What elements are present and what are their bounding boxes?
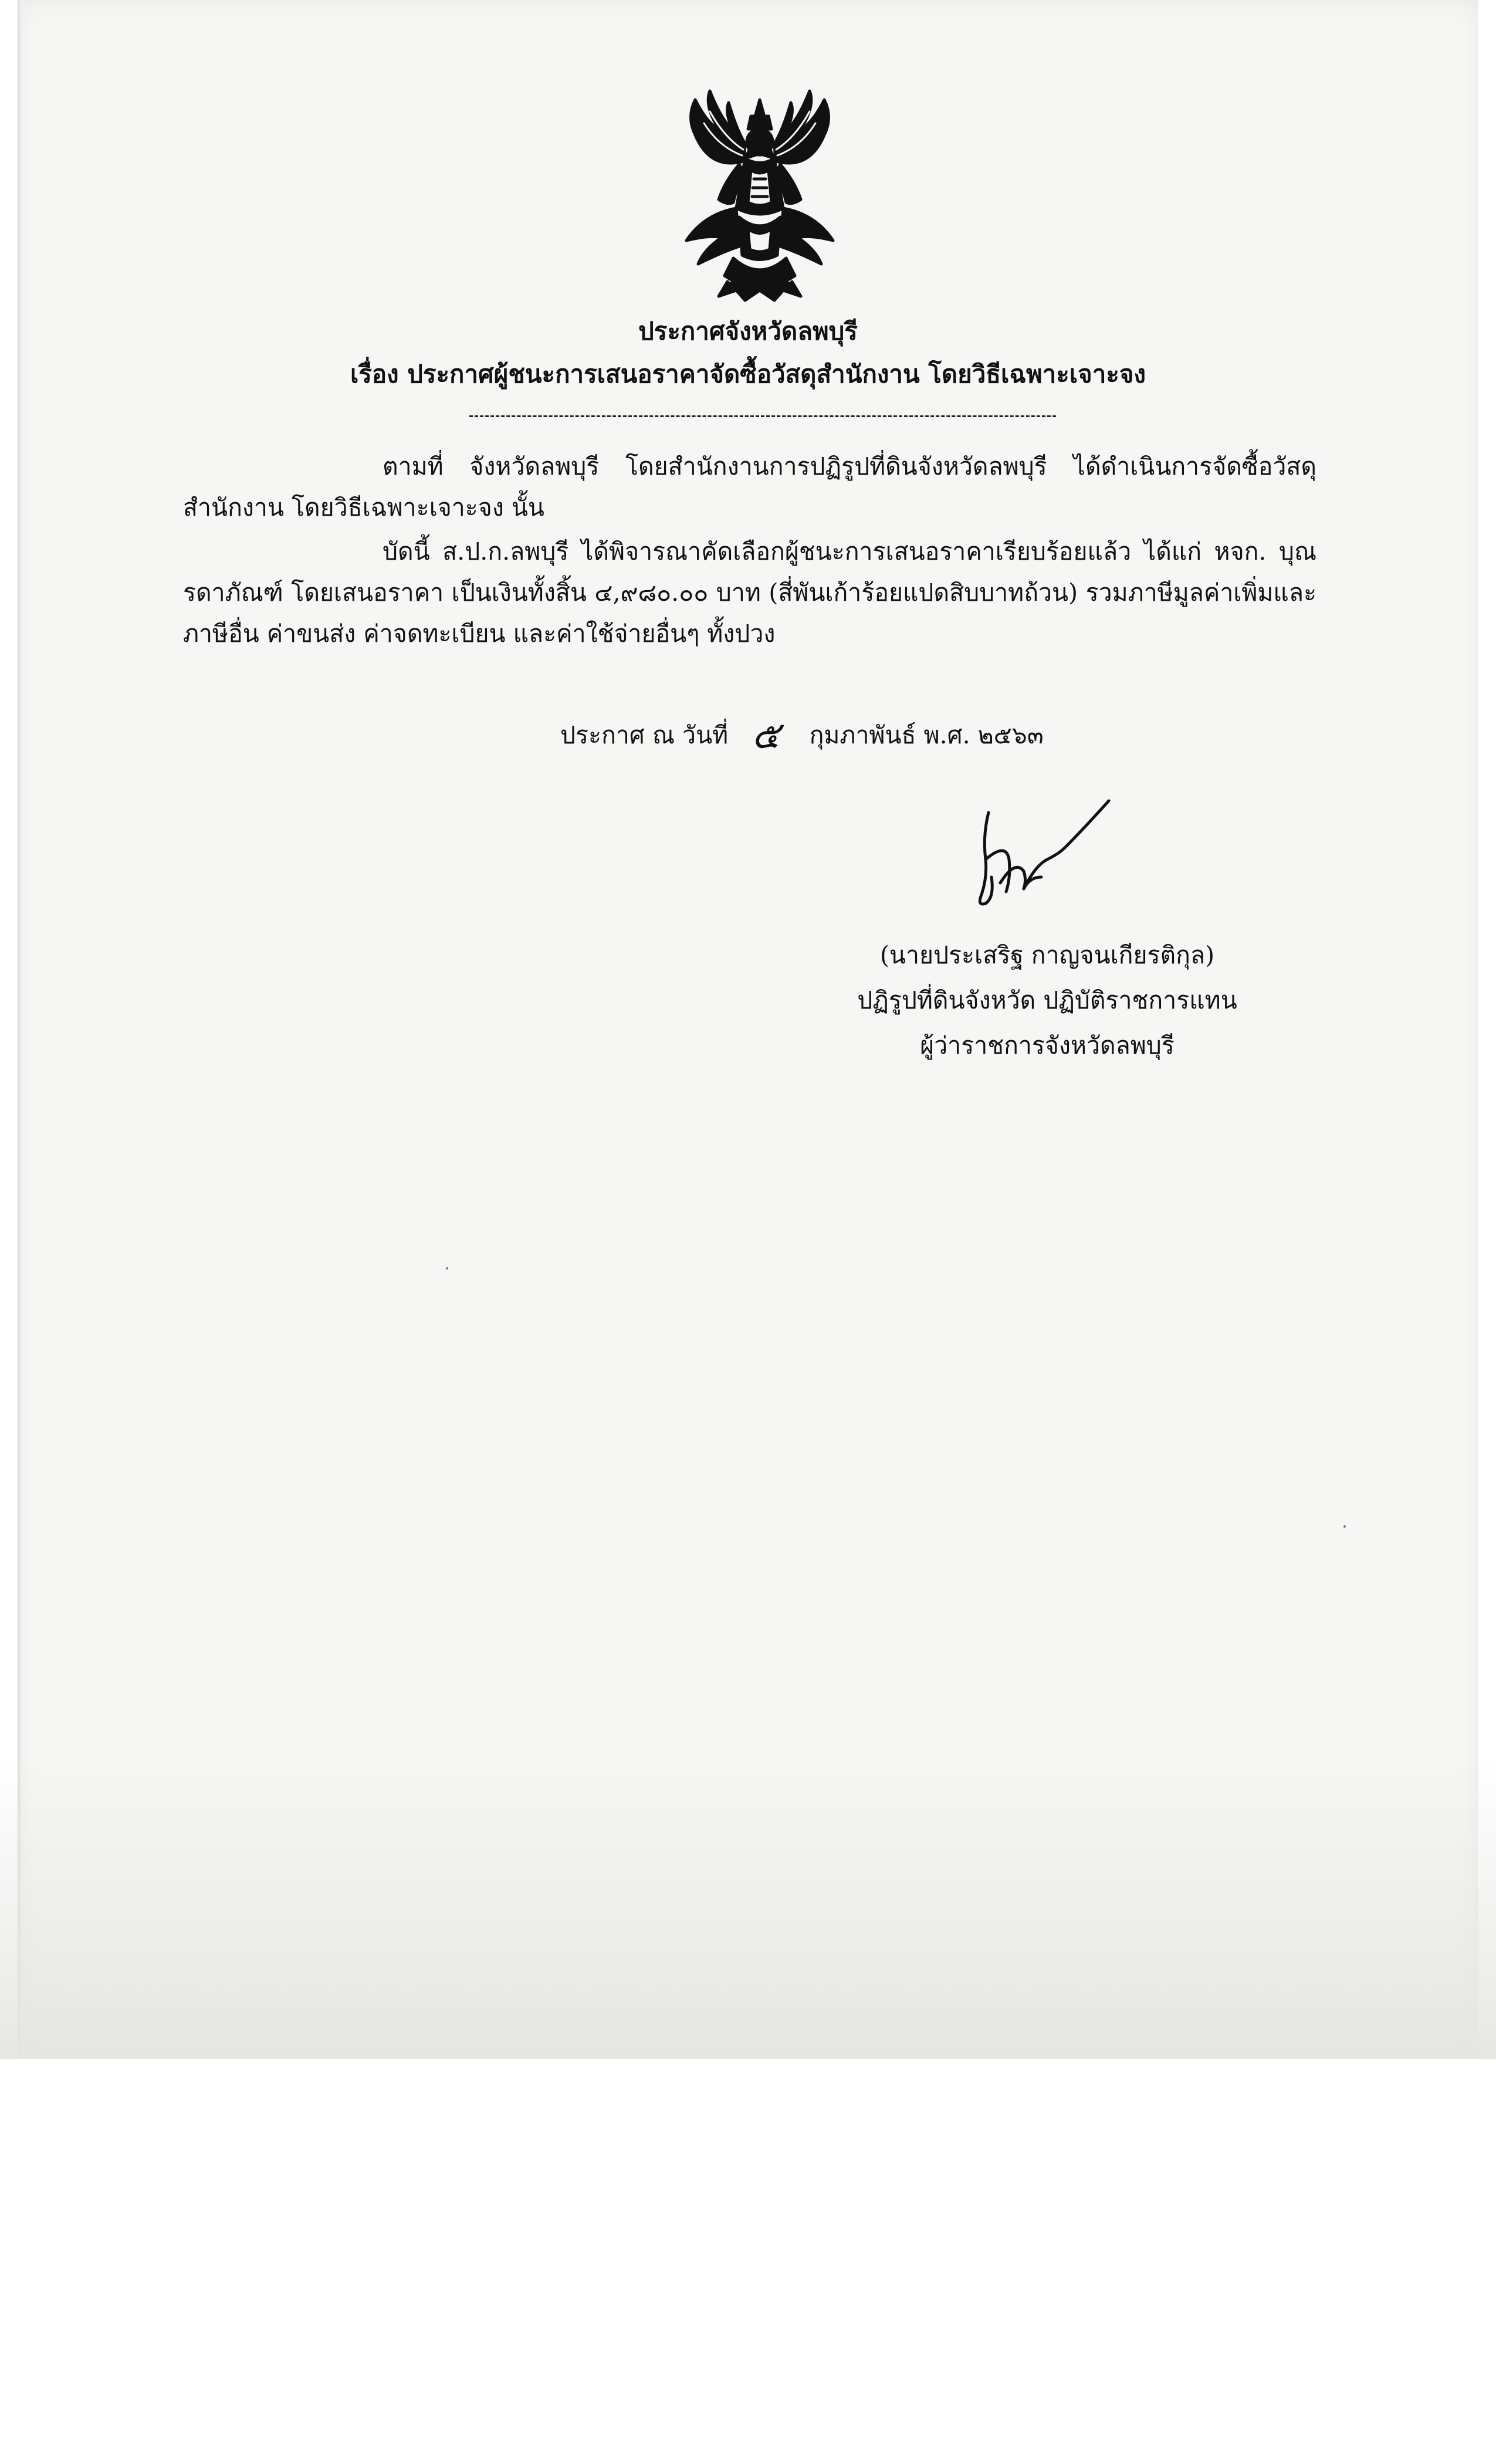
sheet-edge	[18, 0, 22, 2059]
signatory-position: ปฏิรูปที่ดินจังหวัด ปฏิบัติราชการแทน	[857, 986, 1237, 1014]
date-prefix: ประกาศ ณ วันที่	[560, 721, 729, 749]
paper-speck	[1343, 1525, 1346, 1528]
signatory-on-behalf-of: ผู้ว่าราชการจังหวัดลพบุรี	[920, 1031, 1175, 1060]
handwritten-signature	[965, 789, 1118, 918]
paper-speck	[446, 1267, 448, 1270]
announcement-date	[560, 715, 1044, 756]
signature-block	[798, 933, 1297, 1068]
document-heading: ประกาศจังหวัดลพบุรี	[638, 317, 858, 346]
paragraph-2-text: บัดนี้ ส.ป.ก.ลพบุรี ได้พิจารณาคัดเลือกผู้ชนะการเสนอราคาเรียบร้อยแล้ว ได้แก่ หจก. บุณรดาภัณฑ์ โดยเสนอราคา เป็นเงินทั้งสิ้น ๔,๙๘๐.๐๐ บาท (สี่พันเก้าร้อยแปดสิบบาทถ้วน) รวมภาษีมูลค่าเพิ่มและภาษีอื่น ค่าขนส่ง ค่าจดทะเบียน และค่าใช้จ่ายอื่นๆ ทั้งปวง	[183, 537, 1316, 648]
separator-line	[469, 415, 1056, 417]
signatory-name: (นายประเสริฐ กาญจนเกียรติกุล)	[879, 941, 1215, 969]
date-day-handwritten: ๕	[752, 714, 780, 757]
paragraph-1-text: ตามที่ จังหวัดลพบุรี โดยสำนักงานการปฏิรูปที่ดินจังหวัดลพบุรี ได้ดำเนินการจัดซื้อวัสดุสำนักงาน โดยวิธีเฉพาะเจาะจง นั้น	[183, 452, 1316, 522]
paragraph-2	[183, 531, 1316, 654]
paragraph-1	[183, 446, 1316, 528]
date-month-year: กุมภาพันธ์ พ.ศ. ๒๕๖๓	[809, 721, 1044, 749]
garuda-emblem-icon	[663, 88, 857, 305]
document-subject: เรื่อง ประกาศผู้ชนะการเสนอราคาจัดซื้อวัสดุสำนักงาน โดยวิธีเฉพาะเจาะจง	[350, 360, 1146, 388]
